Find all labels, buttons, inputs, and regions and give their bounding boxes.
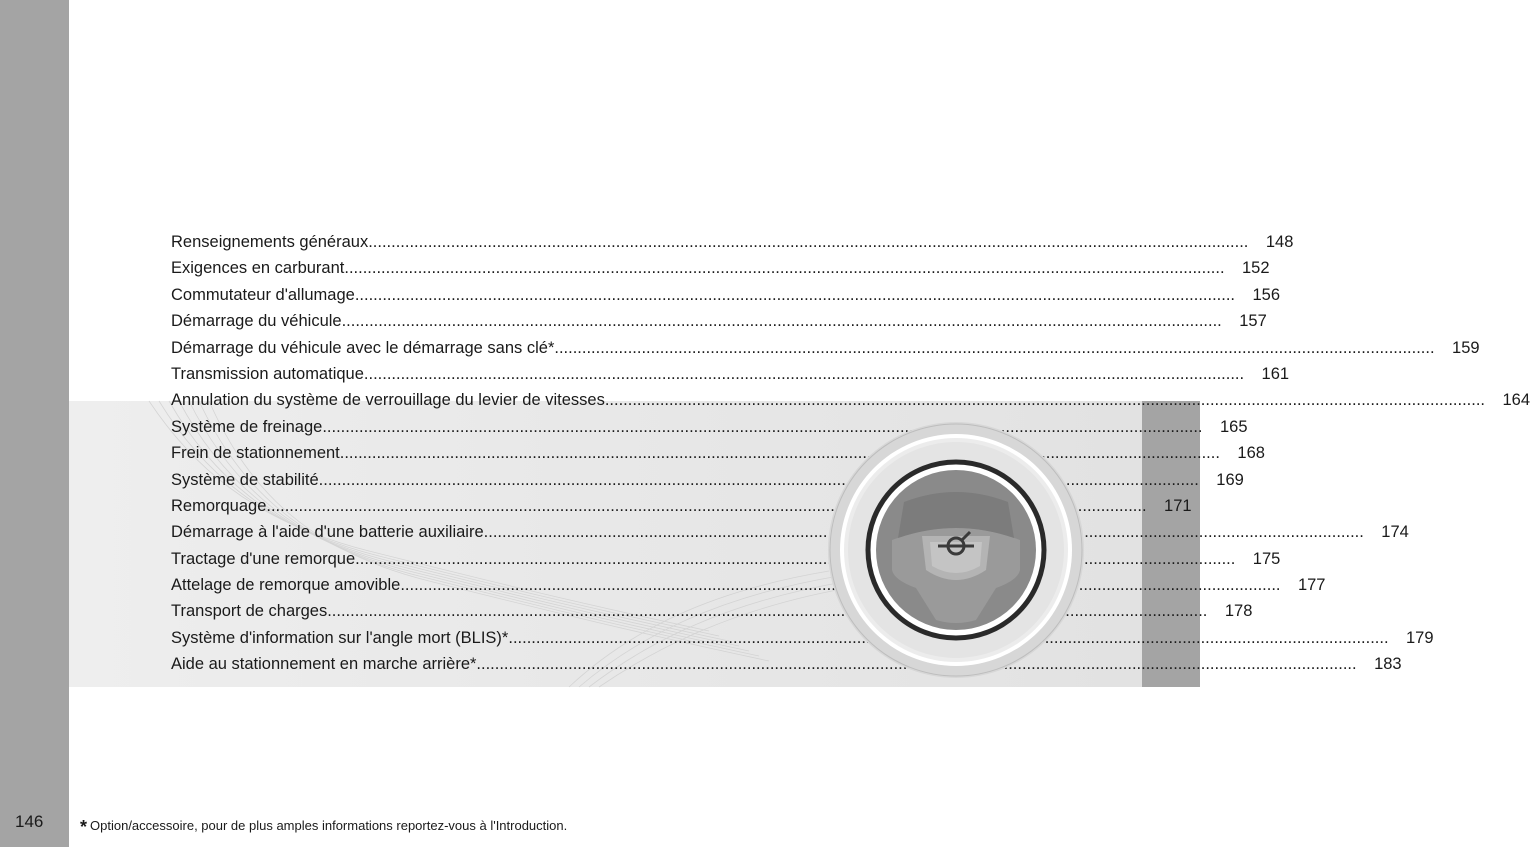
toc-entry-title: Système de stabilité <box>171 470 319 489</box>
toc-entry-title: Transport de charges <box>171 602 328 621</box>
toc-entry[interactable] <box>171 229 1294 255</box>
toc-entry[interactable] <box>171 282 1280 308</box>
toc-entry-page: 152 <box>1242 259 1270 278</box>
toc-entry-page: 159 <box>1452 338 1480 357</box>
toc-entry-page: 178 <box>1224 602 1253 621</box>
toc-leader-dots <box>355 282 1235 308</box>
toc-entry-page: 174 <box>1381 523 1409 542</box>
toc-leader-dots <box>344 255 1224 281</box>
toc-entry-title: Renseignements généraux <box>171 233 369 251</box>
toc-leader-dots <box>368 229 1248 255</box>
toc-entry[interactable] <box>171 546 1281 572</box>
footnote-star: * <box>80 817 88 837</box>
toc-leader-dots <box>355 546 1235 572</box>
toc-entry-title: Démarrage du véhicule <box>171 312 342 331</box>
toc-entry-title: Exigences en carburant <box>171 259 345 278</box>
toc-entry-page: 165 <box>1219 417 1248 436</box>
footnote-text: Option/accessoire, pour de plus amples informations reportez-vous à l'Introduction. <box>90 818 568 833</box>
toc-entry-title: Commutateur d'allumage <box>171 285 355 304</box>
toc-entry-title: Frein de stationnement <box>171 444 340 463</box>
toc-entry[interactable] <box>171 361 1290 387</box>
toc-entry-page: 168 <box>1237 444 1265 463</box>
toc-entry[interactable] <box>171 625 1434 651</box>
steering-wheel-icon <box>826 420 1086 680</box>
toc-entry[interactable] <box>171 308 1267 334</box>
toc-entry-page: 179 <box>1406 628 1434 647</box>
toc-entry-title: Système d'information sur l'angle mort (BLIS)* <box>171 628 509 647</box>
toc-leader-dots <box>605 387 1485 413</box>
toc-entry-page: 157 <box>1239 312 1267 331</box>
table-of-contents <box>171 229 1530 678</box>
toc-entry-title: Démarrage du véhicule avec le démarrage sans clé* <box>171 338 555 357</box>
toc-entry[interactable] <box>171 598 1253 624</box>
toc-entry[interactable] <box>171 414 1248 440</box>
toc-leader-dots <box>342 308 1222 334</box>
toc-entry[interactable] <box>171 467 1244 493</box>
toc-leader-dots <box>340 440 1220 466</box>
toc-entry-page: 161 <box>1261 364 1290 383</box>
toc-entry[interactable] <box>171 651 1402 677</box>
toc-entry[interactable] <box>171 255 1270 281</box>
toc-entry[interactable] <box>171 572 1326 598</box>
footnote <box>80 814 567 835</box>
toc-entry-page: 156 <box>1252 285 1280 304</box>
toc-entry[interactable] <box>171 519 1409 545</box>
toc-entry-page: 175 <box>1252 549 1281 568</box>
toc-entry-title: Transmission automatique <box>171 364 364 383</box>
toc-leader-dots <box>554 335 1434 361</box>
toc-entry-page: 169 <box>1216 470 1244 489</box>
toc-entry[interactable] <box>171 335 1480 361</box>
toc-entry-title: Annulation du système de verrouillage du levier de vitesses <box>171 391 605 410</box>
toc-entry-page: 164 <box>1502 391 1530 410</box>
toc-entry-title: Tractage d'une remorque <box>171 549 356 568</box>
left-side-bar <box>0 0 69 847</box>
toc-entry-title: Système de freinage <box>171 417 323 436</box>
toc-entry-page: 148 <box>1265 233 1294 251</box>
toc-entry-page: 171 <box>1164 496 1192 515</box>
toc-entry[interactable] <box>171 440 1265 466</box>
toc-entry-page: 183 <box>1374 655 1402 674</box>
toc-entry-title: Aide au stationnement en marche arrière* <box>171 655 477 674</box>
toc-entry-title: Démarrage à l'aide d'une batterie auxiliaire <box>171 523 484 542</box>
toc-entry-page: 177 <box>1297 576 1326 595</box>
toc-entry-title: Remorquage <box>171 496 267 515</box>
toc-entry[interactable] <box>171 493 1192 519</box>
page-number: 146 <box>15 812 44 831</box>
toc-entry[interactable] <box>171 387 1530 413</box>
toc-leader-dots <box>364 361 1244 387</box>
toc-entry-title: Attelage de remorque amovible <box>171 576 401 595</box>
